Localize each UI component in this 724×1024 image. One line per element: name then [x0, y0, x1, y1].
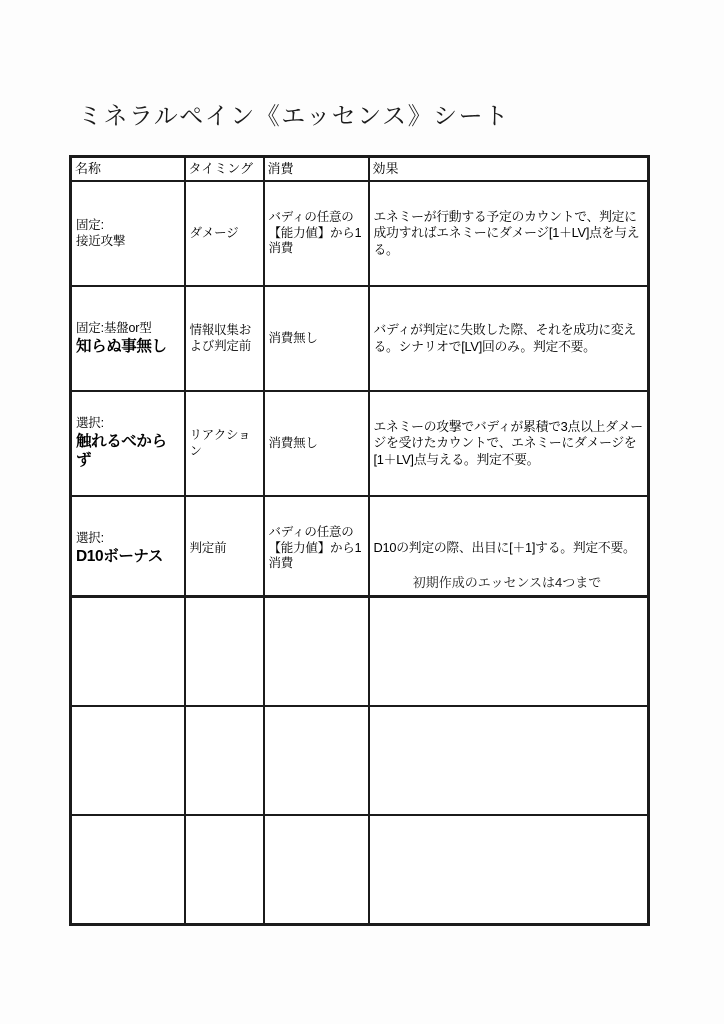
- essence-timing: リアクション: [189, 427, 251, 458]
- cell-timing: [185, 391, 264, 496]
- table-row: [71, 391, 649, 496]
- cell-timing[interactable]: [185, 706, 264, 815]
- essence-effect: エネミーの攻撃でバディが累積で3点以上ダメージを受けたカウントで、エネミーにダメージを[1＋LV]点与える。判定不要。: [373, 418, 643, 467]
- cell-name[interactable]: [71, 706, 185, 815]
- cell-cost[interactable]: [264, 815, 369, 925]
- cell-cost: [264, 496, 369, 602]
- essence-name: 知らぬ事無し: [76, 337, 167, 355]
- cell-name[interactable]: [71, 815, 185, 925]
- cell-name: [71, 181, 185, 286]
- essence-effect: D10の判定の際、出目に[＋1]する。判定不要。: [373, 540, 636, 556]
- cell-effect[interactable]: [369, 706, 649, 815]
- cell-cost: [264, 391, 369, 496]
- essence-effect: エネミーが行動する予定のカウントで、判定に成功すればエネミーにダメージ[1＋LV]点を与える。: [373, 208, 640, 257]
- essence-cost: バディの任意の【能力値】から1消費: [268, 210, 362, 256]
- header-cell-name: 名称: [71, 157, 185, 182]
- cell-timing[interactable]: [185, 597, 264, 707]
- essence-cost: バディの任意の【能力値】から1消費: [268, 525, 362, 571]
- essence-timing: 判定前: [189, 540, 227, 555]
- essence-name: D10ボーナス: [76, 547, 164, 565]
- essence-cost: 消費無し: [268, 330, 318, 345]
- cell-timing[interactable]: [185, 815, 264, 925]
- cell-cost[interactable]: [264, 706, 369, 815]
- cell-effect[interactable]: [369, 815, 649, 925]
- essence-timing: ダメージ: [189, 225, 239, 240]
- cell-name: [71, 286, 185, 391]
- essence-timing: 情報収集および判定前: [189, 322, 252, 353]
- table-row: [71, 815, 649, 925]
- cell-timing: [185, 181, 264, 286]
- cell-cost: [264, 181, 369, 286]
- table-header-row: [71, 157, 649, 182]
- cell-cost: [264, 286, 369, 391]
- essence-limit-note: 初期作成のエッセンスは4つまで: [412, 575, 602, 590]
- cell-cost[interactable]: [264, 597, 369, 707]
- essence-blank-table: [69, 595, 650, 926]
- essence-name: 触れるべからず: [76, 432, 167, 470]
- header-cell-timing: タイミング: [185, 157, 264, 182]
- cell-timing: [185, 496, 264, 602]
- header-cell-effect: 効果: [369, 157, 649, 182]
- essence-name: 接近攻撃: [76, 233, 126, 248]
- cell-effect: [369, 181, 649, 286]
- page-title: ミネラルペイン《エッセンス》シート: [78, 103, 510, 130]
- cell-name: [71, 496, 185, 602]
- essence-effect: バディが判定に失敗した際、それを成功に変える。シナリオで[LV]回のみ。判定不要。: [373, 322, 636, 354]
- cell-effect[interactable]: [369, 597, 649, 707]
- essence-category: 固定:: [76, 217, 104, 232]
- cell-timing: [185, 286, 264, 391]
- table-row: [71, 706, 649, 815]
- table-row: [71, 286, 649, 391]
- cell-name[interactable]: [71, 597, 185, 707]
- essence-category: 選択:: [76, 531, 104, 545]
- cell-effect: [369, 391, 649, 496]
- essence-category: 選択:: [76, 416, 104, 431]
- header-cell-cost: 消費: [264, 157, 369, 182]
- essence-main-table: [69, 155, 650, 603]
- cell-effect: [369, 286, 649, 391]
- essence-cost: 消費無し: [268, 435, 318, 450]
- cell-name: [71, 391, 185, 496]
- table-row: [71, 181, 649, 286]
- table-row: [71, 597, 649, 707]
- essence-category: 固定:基盤or型: [76, 321, 152, 335]
